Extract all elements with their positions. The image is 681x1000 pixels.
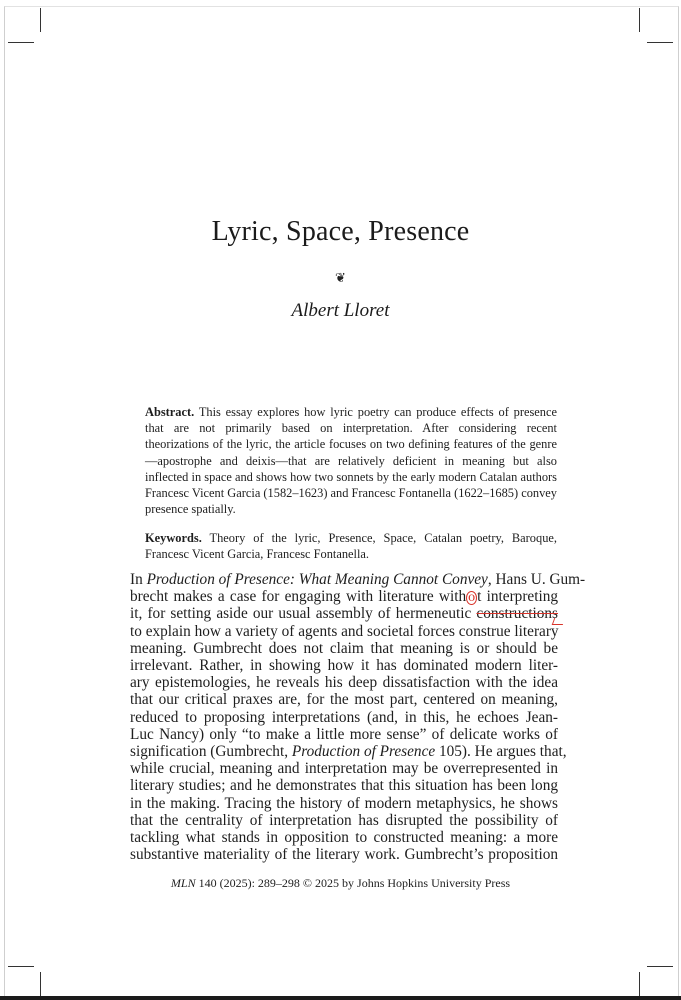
body-line: Luc Nancy) only “to make a little more sense” of delicate works of <box>130 725 558 743</box>
body-line: meaning. Gumbrecht does not claim that meaning is or should be <box>130 639 558 657</box>
body-line: reduced to proposing interpretations (and, in this, he echoes Jean- <box>130 708 558 726</box>
body-line: in the making. Tracing the history of modern metaphysics, he shows <box>130 794 558 812</box>
body-line: that the centrality of interpretation has disrupted the possibility of <box>130 811 558 829</box>
keywords-label: Keywords. <box>145 531 202 545</box>
body-line: brecht makes a case for engaging with literature with o t interpreting <box>130 588 558 606</box>
journal-footer <box>0 876 681 891</box>
body-line: tackling what stands in opposition to constructed meaning: a more <box>130 829 558 847</box>
crop-mark-top-right <box>639 8 640 32</box>
crop-mark-top-right-h <box>647 42 673 43</box>
body-line: substantive materiality of the literary work. Gumbrecht’s proposition <box>130 846 558 864</box>
body-line: In Production of Presence: What Meaning Cannot Convey, Hans U. Gum- <box>130 571 586 588</box>
body-line: to explain how a variety of agents and societal forces construe literary <box>130 622 559 640</box>
abstract-text: This essay explores how lyric poetry can produce effects of presence that are not primarily based on interpretation. After considering recent theorizations of the lyric, the article focuses on two defining features of the genre—apostrophe and deixis—that are relatively deficient in meaning but also inflected in space and shows how two sonnets by the early modern Catalan authors Francesc Vicent Garcia (1582–1623) and Francesc Fontanella (1622–1685) convey presence spatially. <box>145 405 557 517</box>
body-line: it, for setting aside our usual assembly of hermeneutic constructions <box>130 605 558 623</box>
body-line: literary studies; and he demonstrates that this situation has been long <box>130 777 558 795</box>
annotation-strikethrough[interactable]: constructions <box>476 605 558 623</box>
fleuron-ornament: ❦ <box>335 270 346 285</box>
book-title: Production of Presence <box>291 743 436 761</box>
abstract-label: Abstract. <box>145 405 195 419</box>
body-paragraph <box>130 571 586 864</box>
body-line: that our critical praxes are, for the most part, centered on meaning, <box>130 691 558 709</box>
annotation-insert-mark[interactable]: o <box>468 590 476 606</box>
crop-mark-bottom-left-h <box>8 966 34 967</box>
crop-mark-bottom-right <box>639 972 640 996</box>
journal-name: MLN <box>170 876 196 890</box>
article-author: Albert Lloret <box>291 300 390 321</box>
journal-citation: 140 (2025): 289–298 © 2025 by Johns Hopkins University Press <box>195 876 511 890</box>
book-title: Production of Presence: What Meaning Cannot Convey <box>146 571 488 588</box>
crop-mark-bottom-right-h <box>647 966 673 967</box>
abstract <box>145 404 557 517</box>
body-line: signification (Gumbrecht, Production of Presence 105). He argues that, <box>130 743 567 761</box>
keywords-text: Theory of the lyric, Presence, Space, Catalan poetry, Baroque, Francesc Vicent Garcia, Francesc Fontanella. <box>145 531 557 562</box>
crop-mark-bottom-left <box>40 972 41 996</box>
keywords <box>145 530 557 562</box>
crop-mark-top-left <box>40 8 41 32</box>
crop-mark-top-left-h <box>8 42 34 43</box>
viewer-bottom-edge <box>0 996 681 1000</box>
article-title: Lyric, Space, Presence <box>211 216 470 247</box>
body-line: irrelevant. Rather, in showing how it has dominated modern liter- <box>130 657 558 675</box>
body-line: ary epistemologies, he reveals his deep dissatisfaction with the idea <box>130 674 558 692</box>
body-line: while crucial, meaning and interpretation may be overrepresented in <box>130 760 558 778</box>
